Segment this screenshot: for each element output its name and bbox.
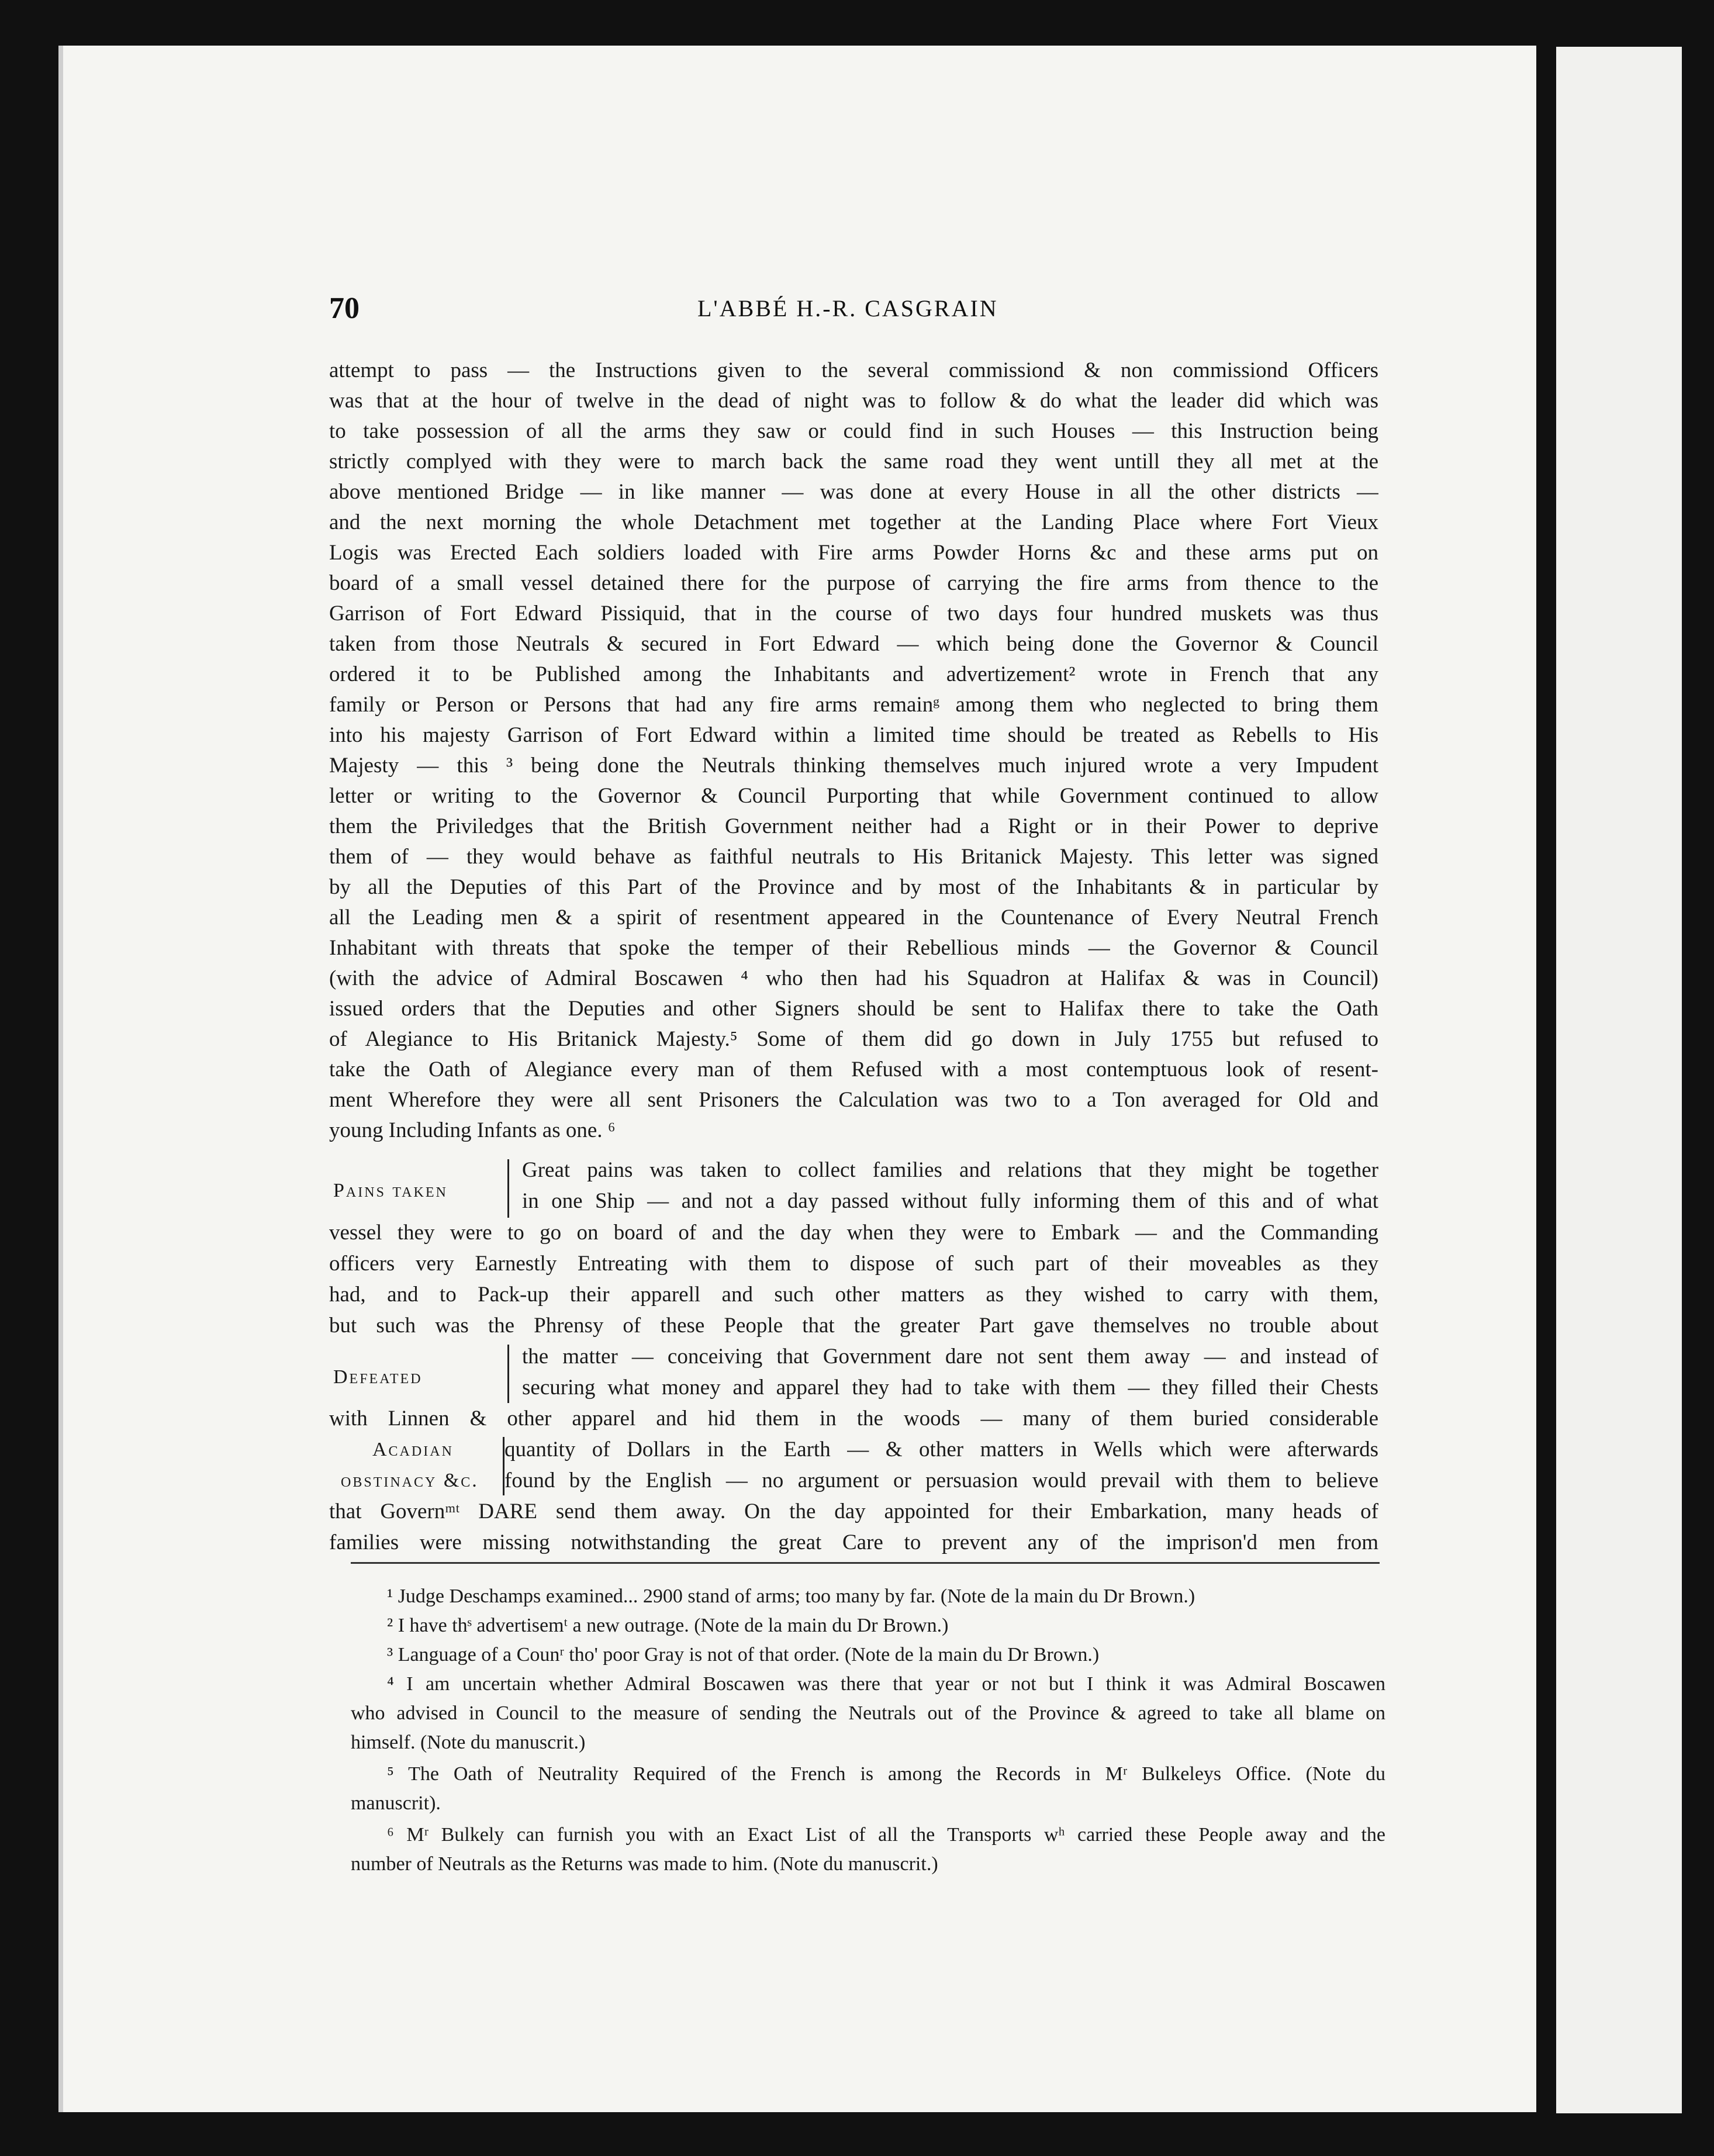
body-line: board of a small vessel detained there for the purpose of carrying the fire arms from thence to the <box>329 571 1378 595</box>
footnote-line: who advised in Council to the measure of sending the Neutrals out of the Province & agreed to take all blame on <box>351 1702 1385 1724</box>
body-line: vessel they were to go on board of and the day when they were to Embark — and the Commanding <box>329 1221 1378 1245</box>
body-line: was that at the hour of twelve in the dead of night was to follow & do what the leader did which was <box>329 389 1378 413</box>
body-line: families were missing notwithstanding the great Care to prevent any of the imprison'd men from <box>329 1530 1378 1554</box>
body-line: Great pains was taken to collect families and relations that they might be together <box>522 1158 1378 1182</box>
body-line: them of — they would behave as faithful neutrals to His Britanick Majesty. This letter was signed <box>329 845 1378 869</box>
footnote-line: ⁵ The Oath of Neutrality Required of the French is among the Records in Mʳ Bulkeleys Office. (Note du <box>387 1763 1385 1785</box>
footnote-rule <box>351 1562 1380 1564</box>
body-line: that Governᵐᵗ DARE send them away. On the day appointed for their Embarkation, many heads of <box>329 1499 1378 1523</box>
margin-note-obstinacy: obstinacy &c. <box>341 1470 479 1491</box>
body-line: letter or writing to the Governor & Council Purporting that while Government continued to allow <box>329 784 1378 808</box>
body-line: Inhabitant with threats that spoke the temper of their Rebellious minds — the Governor & Council <box>329 936 1378 960</box>
body-line: to take possession of all the arms they saw or could find in such Houses — this Instruction being <box>329 419 1378 443</box>
margin-bracket <box>507 1159 509 1218</box>
footnote-line: ³ Language of a Counʳ tho' poor Gray is not of that order. (Note de la main du Dr Brown.) <box>387 1644 1100 1666</box>
footnote-line: ⁴ I am uncertain whether Admiral Boscawen was there that year or not but I think it was Admiral Boscawen <box>387 1673 1385 1695</box>
body-line: take the Oath of Alegiance every man of them Refused with a most contemptuous look of resent- <box>329 1058 1378 1082</box>
facing-page-edge <box>1556 47 1682 2113</box>
footnote-line: ⁶ Mʳ Bulkely can furnish you with an Exact List of all the Transports wʰ carried these People away and the <box>387 1824 1385 1846</box>
body-line: young Including Infants as one. ⁶ <box>329 1118 616 1142</box>
body-line: had, and to Pack-up their apparell and such other matters as they wished to carry with them, <box>329 1283 1378 1307</box>
body-line: officers very Earnestly Entreating with them to dispose of such part of their moveables as they <box>329 1252 1378 1276</box>
body-line: Garrison of Fort Edward Pissiquid, that in the course of two days four hundred muskets was thus <box>329 602 1378 626</box>
body-line: by all the Deputies of this Part of the Province and by most of the Inhabitants & in particular by <box>329 875 1378 899</box>
body-line: in one Ship — and not a day passed without fully informing them of this and of what <box>522 1189 1378 1213</box>
running-head: L'ABBÉ H.-R. CASGRAIN <box>697 295 998 322</box>
body-line: taken from those Neutrals & secured in Fort Edward — which being done the Governor & Council <box>329 632 1378 656</box>
margin-note-defeated: Defeated <box>333 1366 423 1388</box>
body-line: ordered it to be Published among the Inhabitants and advertizement² wrote in French that any <box>329 662 1378 686</box>
page-header <box>329 291 1381 332</box>
body-line: into his majesty Garrison of Fort Edward within a limited time should be treated as Rebells to His <box>329 723 1378 747</box>
footnote-line: ² I have thˢ advertisemᵗ a new outrage. (Note de la main du Dr Brown.) <box>387 1615 949 1636</box>
body-line: Logis was Erected Each soldiers loaded with Fire arms Powder Horns &c and these arms put on <box>329 541 1378 565</box>
margin-note-acadian: Acadian <box>372 1439 454 1460</box>
margin-bracket <box>503 1437 504 1495</box>
footnote-line: manuscrit). <box>351 1792 441 1814</box>
footnote-line: number of Neutrals as the Returns was made to him. (Note du manuscrit.) <box>351 1853 938 1875</box>
body-line: attempt to pass — the Instructions given to the several commissiond & non commissiond Officers <box>329 358 1378 382</box>
body-line: the matter — conceiving that Government dare not sent them away — and instead of <box>522 1345 1378 1369</box>
body-line: securing what money and apparel they had to take with them — they filled their Chests <box>522 1376 1378 1400</box>
body-line: strictly complyed with they were to march back the same road they went untill they all met at the <box>329 450 1378 474</box>
body-line: ment Wherefore they were all sent Prisoners the Calculation was two to a Ton averaged for Old and <box>329 1088 1378 1112</box>
body-line: Majesty — this ³ being done the Neutrals thinking themselves much injured wrote a very Impudent <box>329 754 1378 778</box>
footnote-line: ¹ Judge Deschamps examined... 2900 stand of arms; too many by far. (Note de la main du Dr Brown.) <box>387 1585 1195 1607</box>
margin-bracket <box>507 1345 509 1403</box>
body-line: found by the English — no argument or persuasion would prevail with them to believe <box>504 1469 1378 1492</box>
page-number: 70 <box>329 292 360 325</box>
body-line: (with the advice of Admiral Boscawen ⁴ who then had his Squadron at Halifax & was in Council) <box>329 966 1378 990</box>
body-line: but such was the Phrensy of these People that the greater Part gave themselves no trouble about <box>329 1314 1378 1338</box>
margin-note-pains-taken: Pains taken <box>333 1180 448 1201</box>
body-line: and the next morning the whole Detachment met together at the Landing Place where Fort Vieux <box>329 510 1378 534</box>
body-line: them the Priviledges that the British Government neither had a Right or in their Power to deprive <box>329 814 1378 838</box>
body-line: quantity of Dollars in the Earth — & other matters in Wells which were afterwards <box>504 1438 1378 1461</box>
body-line: all the Leading men & a spirit of resentment appeared in the Countenance of Every Neutral French <box>329 906 1378 930</box>
body-line: above mentioned Bridge — in like manner — was done at every House in all the other districts — <box>329 480 1378 504</box>
body-line: of Alegiance to His Britanick Majesty.⁵ Some of them did go down in July 1755 but refused to <box>329 1027 1378 1051</box>
footnote-line: himself. (Note du manuscrit.) <box>351 1732 586 1753</box>
body-line: issued orders that the Deputies and other Signers should be sent to Halifax there to take the Oath <box>329 997 1378 1021</box>
body-line: with Linnen & other apparel and hid them in the woods — many of them buried considerable <box>329 1407 1378 1431</box>
body-line: family or Person or Persons that had any fire arms remainᵍ among them who neglected to bring them <box>329 693 1378 717</box>
